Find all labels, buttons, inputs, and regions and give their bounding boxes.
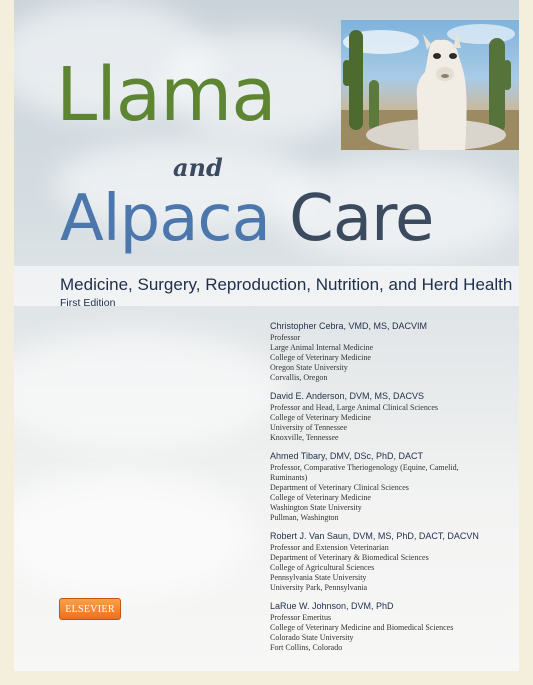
author-affiliation-line: College of Veterinary Medicine xyxy=(270,493,371,502)
llama-photo xyxy=(341,20,519,150)
author-affiliation-line: Large Animal Internal Medicine xyxy=(270,343,374,352)
author-entry xyxy=(270,531,515,593)
author-affiliation-line: University of Tennessee xyxy=(270,423,348,432)
author-affiliation-line: Fort Collins, Colorado xyxy=(270,643,343,652)
author-affiliation-line: Washington State University xyxy=(270,503,362,512)
author-affiliation-line: Corvallis, Oregon xyxy=(270,373,328,382)
publisher-name: ELSEVIER xyxy=(65,603,115,615)
author-entry xyxy=(270,451,515,523)
author-entry xyxy=(270,391,515,443)
author-affiliation-line: Professor, Comparative Theriogenology (Equine, Camelid, xyxy=(270,463,459,472)
book-cover xyxy=(14,0,519,671)
author-name: LaRue W. Johnson, DVM, PhD xyxy=(270,601,394,611)
author-affiliation-line: Department of Veterinary Clinical Sciences xyxy=(270,483,409,492)
author-affiliation-line: Professor and Extension Veterinarian xyxy=(270,543,389,552)
author-affiliation-line: Ruminants) xyxy=(270,473,308,482)
subtitle: Medicine, Surgery, Reproduction, Nutrition, and Herd Health xyxy=(60,275,513,294)
author-name: Christopher Cebra, VMD, MS, DACVIM xyxy=(270,321,428,331)
author-affiliation-line: College of Veterinary Medicine and Biomedical Sciences xyxy=(270,623,454,632)
llama-illustration xyxy=(341,20,519,150)
title-alpaca-care xyxy=(60,182,434,256)
author-entry xyxy=(270,601,515,653)
title-alpaca: Alpaca xyxy=(60,182,270,256)
elsevier-logo xyxy=(59,598,121,620)
author-affiliation-line: College of Veterinary Medicine xyxy=(270,353,371,362)
author-affiliation-line: Oregon State University xyxy=(270,363,348,372)
author-entry xyxy=(270,321,515,383)
title-care: Care xyxy=(269,182,434,256)
author-name: Ahmed Tibary, DMV, DSc, PhD, DACT xyxy=(270,451,424,461)
author-affiliation-line: Pennsylvania State University xyxy=(270,573,367,582)
author-list xyxy=(270,321,515,661)
author-affiliation-line: College of Agricultural Sciences xyxy=(270,563,375,572)
author-affiliation-line: Professor and Head, Large Animal Clinical Sciences xyxy=(270,403,439,412)
cloud xyxy=(14,330,284,450)
author-affiliation-line: Colorado State University xyxy=(270,633,354,642)
author-affiliation-line: Department of Veterinary & Biomedical Sciences xyxy=(270,553,429,562)
title-llama: Llama xyxy=(56,52,276,138)
edition: First Edition xyxy=(60,297,116,309)
author-affiliation-line: Professor Emeritus xyxy=(270,613,332,622)
author-affiliation-line: Pullman, Washington xyxy=(270,513,339,522)
author-affiliation-line: College of Veterinary Medicine xyxy=(270,413,371,422)
author-name: David E. Anderson, DVM, MS, DACVS xyxy=(270,391,425,401)
cloud xyxy=(14,470,254,600)
author-affiliation-line: Professor xyxy=(270,333,301,342)
author-affiliation-line: University Park, Pennsylvania xyxy=(270,583,368,592)
author-name: Robert J. Van Saun, DVM, MS, PhD, DACT, DACVN xyxy=(270,531,479,541)
author-affiliation-line: Knoxville, Tennessee xyxy=(270,433,339,442)
title-and: and xyxy=(173,153,223,182)
